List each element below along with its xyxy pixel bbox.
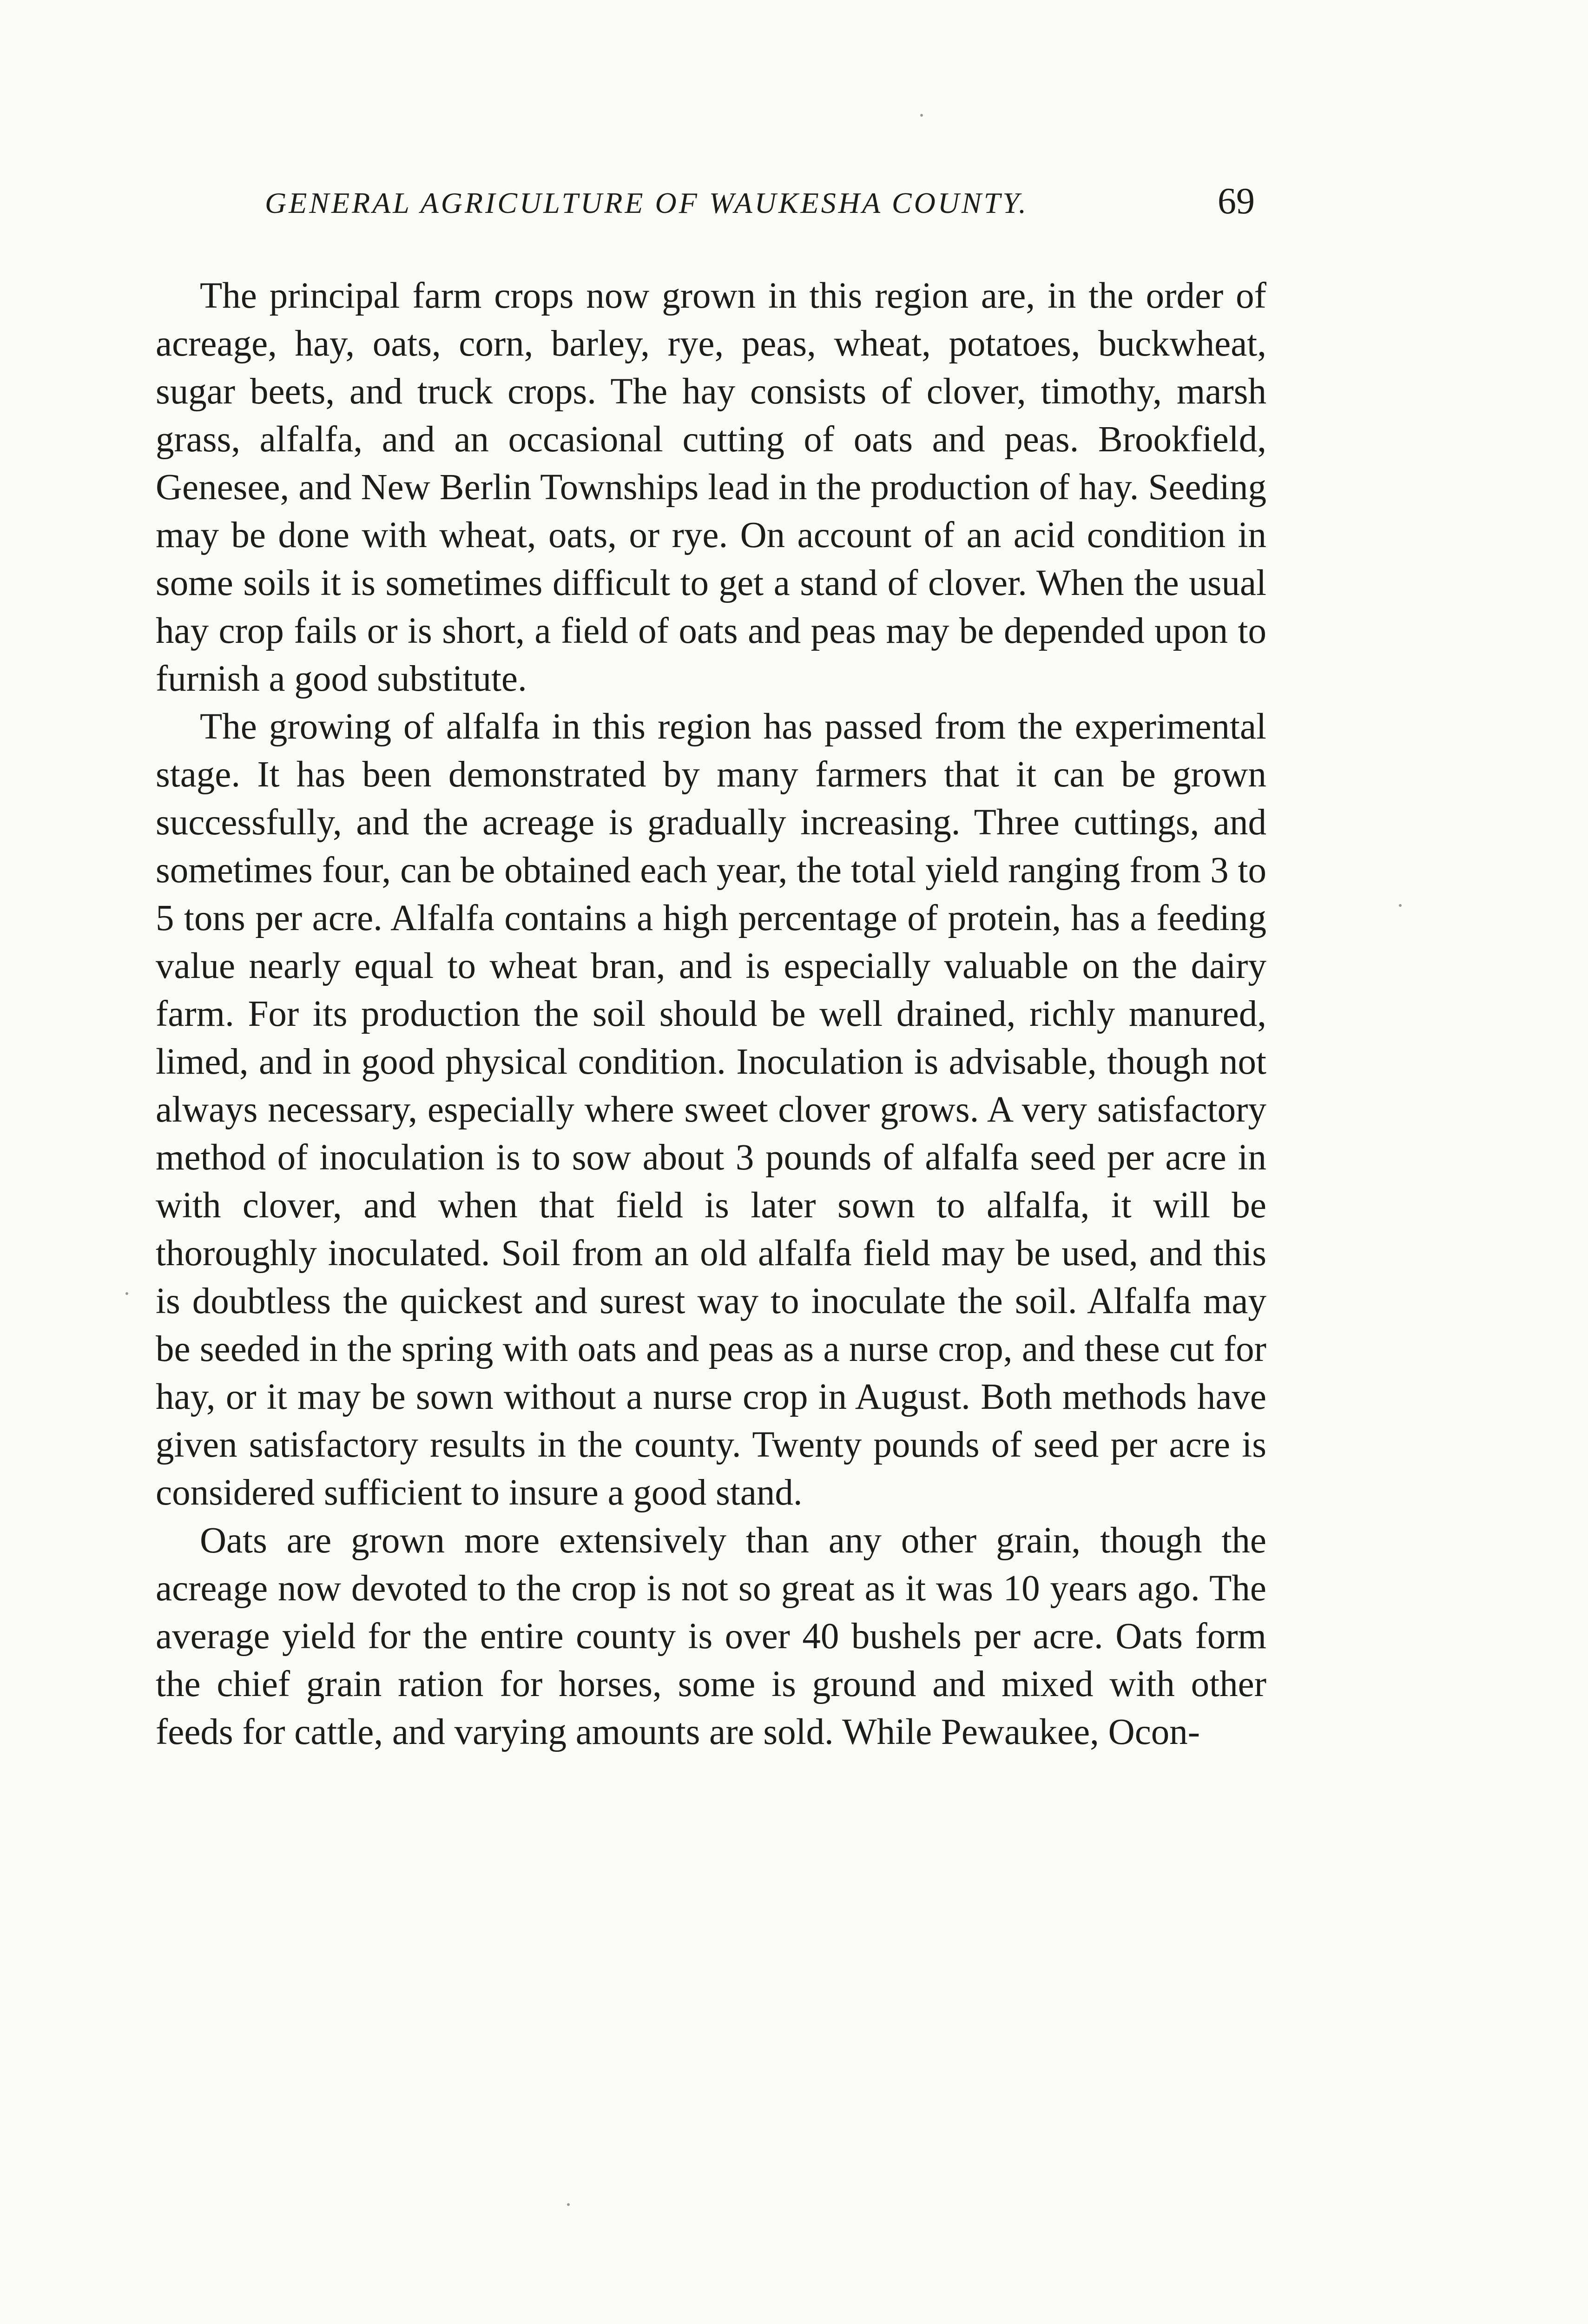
scan-speck [920, 114, 923, 117]
paragraph-oats: Oats are grown more extensively than any other grain, though the acreage now devoted to the crop is not so great as it was 10 years ago. The average yield for the entire county is over 40 bushels per acre. Oats form the chief grain ration for horses, some is ground and mixed with other feeds for cattle, and varying amounts are sold. While Pewaukee, Ocon- [156, 1520, 1266, 1752]
paragraph-alfalfa: The growing of alfalfa in this region has passed from the experimental stage. It has been demonstrated by many farmers that it can be grown successfully, and the acreage is gradually increasing. Three cuttings, and sometimes four, can be obtained each year, the total yield ranging from 3 to 5 tons per acre. Alfalfa contains a high percentage of protein, has a feeding value nearly equal to wheat bran, and is especially valuable on the dairy farm. For its production the soil should be well drained, richly manured, limed, and in good physical condition. Inoculation is advisable, though not always necessary, especially where sweet clover grows. A very satisfactory method of inoculation is to sow about 3 pounds of alfalfa seed per acre in with clover, and when that field is later sown to alfalfa, it will be thoroughly inoculated. Soil from an old alfalfa field may be used, and this is doubtless the quickest and surest way to inoculate the soil. Alfalfa may be seeded in the spring with oats and peas as a nurse crop, and these cut for hay, or it may be sown without a nurse crop in August. Both methods have given satisfactory results in the county. Twenty pounds of seed per acre is considered sufficient to insure a good stand. [156, 706, 1266, 1513]
paragraph-hay: The principal farm crops now grown in this region are, in the order of acreage, hay, oats, corn, barley, rye, peas, wheat, potatoes, buckwheat, sugar beets, and truck crops. The hay consists of clover, timothy, marsh grass, alfalfa, and an occasional cutting of oats and peas. Brookfield, Genesee, and New Berlin Townships lead in the production of hay. Seeding may be done with wheat, oats, or rye. On account of an acid condition in some soils it is sometimes difficult to get a stand of clover. When the usual hay crop fails or is short, a field of oats and peas may be depended upon to furnish a good substitute. [156, 276, 1266, 699]
scan-speck [567, 2203, 570, 2206]
scan-speck [125, 1292, 128, 1295]
scan-speck [1399, 904, 1402, 907]
page-number: 69 [1218, 181, 1255, 222]
body-text [156, 272, 1266, 1756]
running-head: GENERAL AGRICULTURE OF WAUKESHA COUNTY. [265, 186, 1029, 219]
